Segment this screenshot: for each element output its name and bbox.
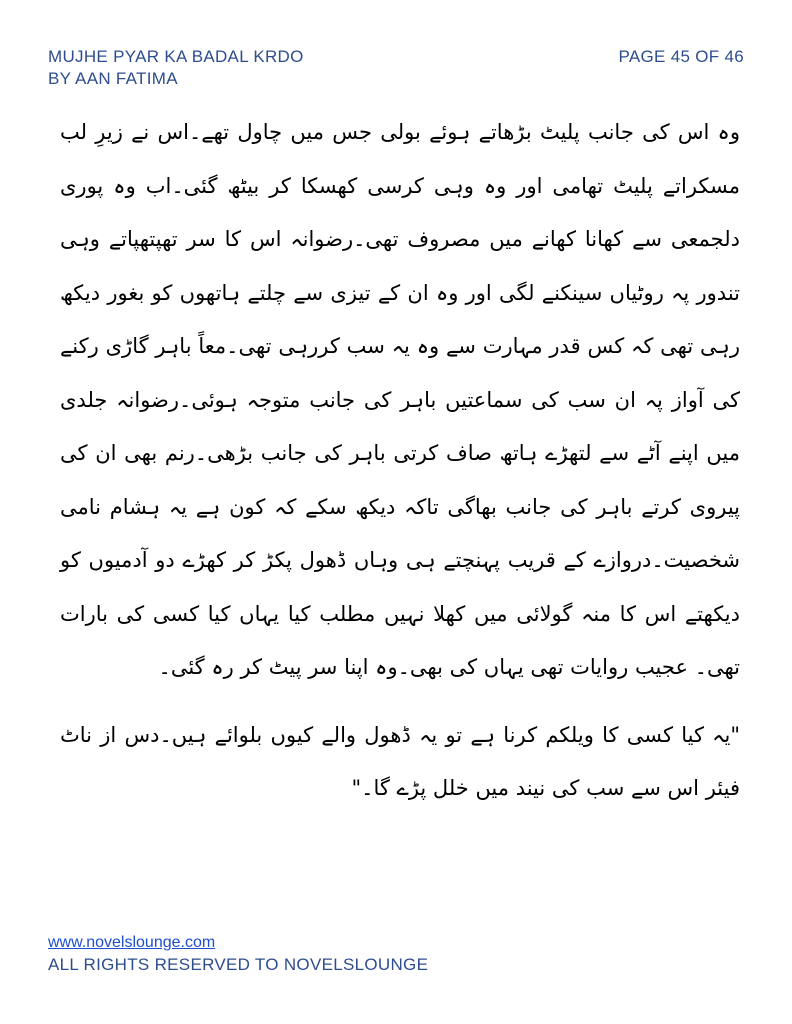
page-footer <box>48 932 428 976</box>
author-name: BY AAN FATIMA <box>48 69 178 88</box>
story-text <box>60 106 740 816</box>
paragraph-1: وہ اس کی جانب پلیٹ بڑھاتے ہوئے بولی جس میں چاول تھے۔اس نے زیرِ لب مسکراتے پلیٹ تھامی اور وہ وہی کرسی کھسکا کر بیٹھ گئی۔اب وہ پوری دلجمعی سے کھانا کھانے میں مصروف تھی۔رضوانہ اس کا سر تھپتھپاتے وہی تندور پہ روٹیاں سینکنے لگی اور وہ ان کے تیزی سے چلتے ہاتھوں کو بغور دیکھ رہی تھی کہ کس قدر مہارت سے وہ یہ سب کررہی تھی۔معاً باہر گاڑی رکنے کی آواز پہ ان سب کی سماعتیں باہر کی جانب متوجہ ہوئی۔رضوانہ جلدی میں اپنے آٹے سے لتھڑے ہاتھ صاف کرتی باہر کی جانب بڑھی۔رنم بھی ان کی پیروی کرتے باہر کی جانب بھاگی تاکہ دیکھ سکے کہ کون ہے یہ ہشام نامی شخصیت۔دروازے کے قریب پہنچتے ہی وہاں ڈھول پکڑ کر کھڑے دو آدمیوں کو دیکھتے اس کا منہ گولائی میں کھلا نہیں مطلب کیا یہاں کیا کسی کی بارات تھی۔ عجیب روایات تھی یہاں کی بھی۔وہ اپنا سر پیٹ کر رہ گئی۔ <box>60 120 740 679</box>
rights-notice: ALL RIGHTS RESERVED TO NOVELSLOUNGE <box>48 955 429 974</box>
website-link[interactable]: www.novelslounge.com <box>48 934 216 951</box>
novel-title: MUJHE PYAR KA BADAL KRDO <box>48 47 304 66</box>
page-number: PAGE 45 OF 46 <box>618 47 744 66</box>
paragraph-2: "یہ کیا کسی کا ویلکم کرنا ہے تو یہ ڈھول والے کیوں بلوائے ہیں۔دس از ناٹ فیئر اس سے سب کی نیند میں خلل پڑے گا۔" <box>60 722 740 800</box>
